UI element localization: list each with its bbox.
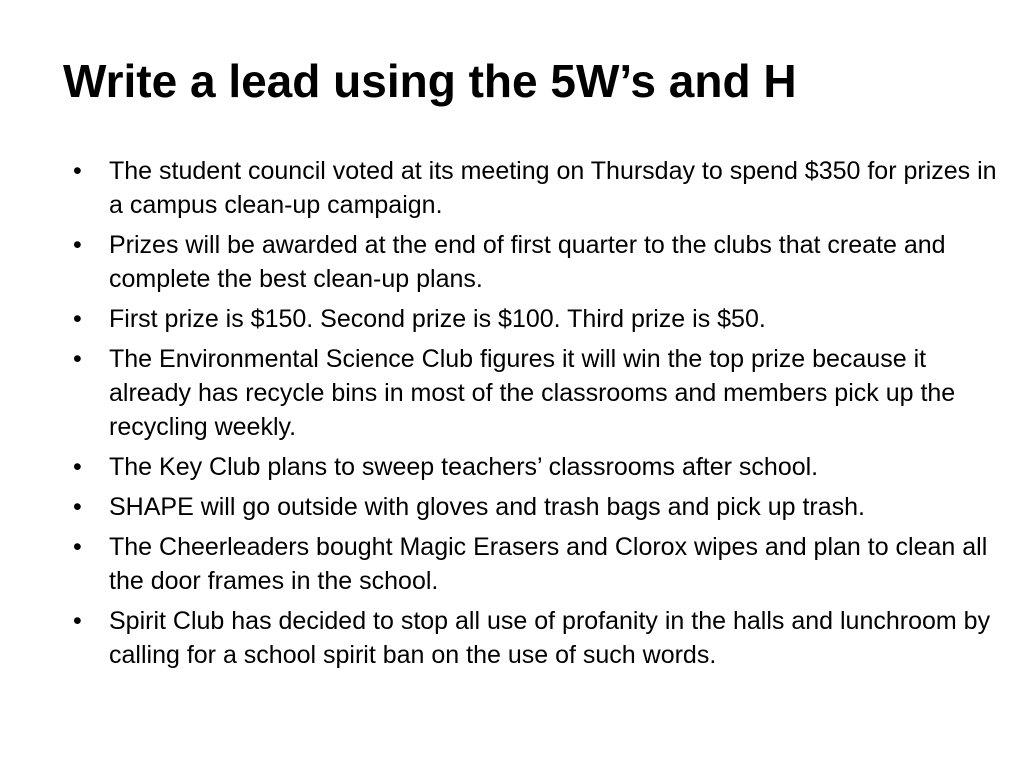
bullet-icon: • [73,607,82,635]
list-item [73,228,1003,296]
bullet-icon: • [73,157,82,185]
list-item [73,604,1003,672]
bullet-text: Prizes will be awarded at the end of first quarter to the clubs that create and complete the best clean-up plans. [109,231,946,293]
bullet-text: The Key Club plans to sweep teachers’ classrooms after school. [109,453,819,481]
bullet-icon: • [73,533,82,561]
bullet-text: Spirit Club has decided to stop all use of profanity in the halls and lunchroom by calling for a school spirit ban on the use of such words. [109,607,991,669]
list-item [73,302,1003,336]
list-item [73,530,1003,598]
slide-title: Write a lead using the 5W’s and H [63,55,797,107]
bullet-text: The Cheerleaders bought Magic Erasers and Clorox wipes and plan to clean all the door frames in the school. [109,533,988,595]
bullet-icon: • [73,305,82,333]
list-item [73,342,1003,444]
list-item [73,450,1003,484]
bullet-icon: • [73,231,82,259]
list-item [73,490,1003,524]
bullet-text: The Environmental Science Club figures it will win the top prize because it already has recycle bins in most of the classrooms and members pick up the recycling weekly. [109,345,956,441]
bullet-icon: • [73,453,82,481]
bullet-list [73,154,1003,678]
bullet-icon: • [73,345,82,373]
bullet-text: The student council voted at its meeting on Thursday to spend $350 for prizes in a campus clean-up campaign. [109,157,997,219]
bullet-text: First prize is $150. Second prize is $100. Third prize is $50. [109,305,766,333]
bullet-text: SHAPE will go outside with gloves and trash bags and pick up trash. [109,493,865,521]
bullet-icon: • [73,493,82,521]
list-item [73,154,1003,222]
